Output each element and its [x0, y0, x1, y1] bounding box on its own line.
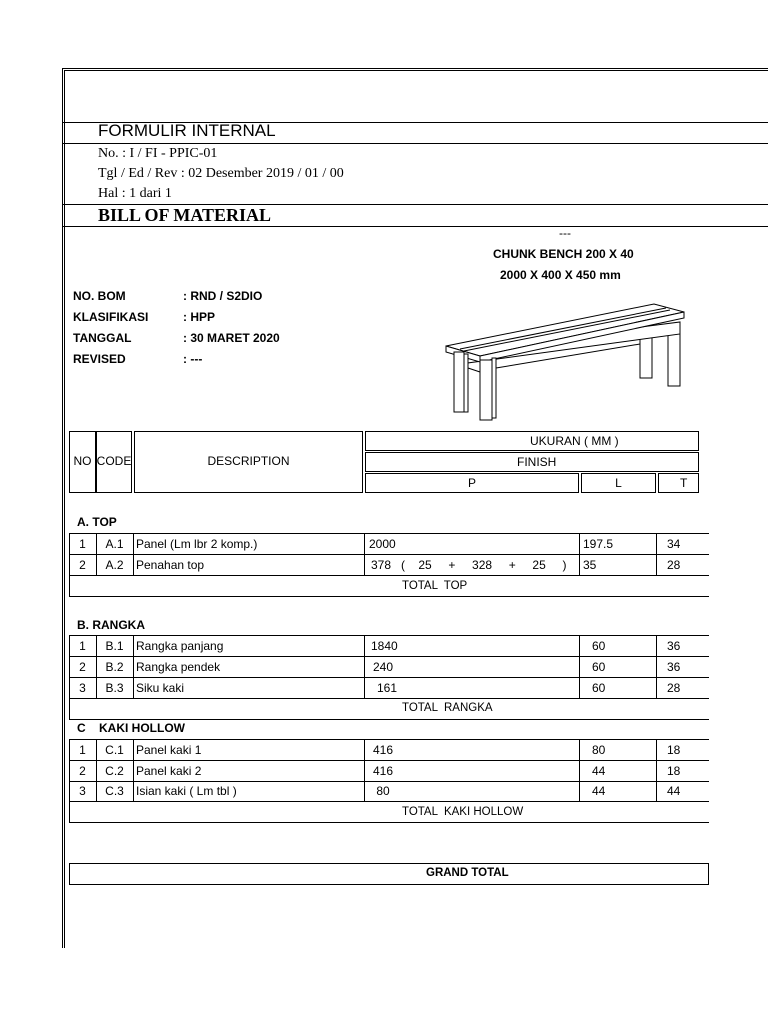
header-description: DESCRIPTION — [207, 454, 290, 468]
table-row-code: C.3 — [105, 784, 124, 798]
form-date-rev: Tgl / Ed / Rev : 02 Desember 2019 / 01 / 00 — [98, 166, 344, 181]
table-row-p: 240 — [373, 660, 394, 674]
section-title-rangka: B. RANGKA — [77, 618, 145, 632]
header-l: L — [615, 476, 622, 490]
info-label-tanggal: TANGGAL — [73, 331, 132, 345]
total-rangka: TOTAL RANGKA — [402, 702, 493, 714]
form-number: No. : I / FI - PPIC-01 — [98, 146, 218, 161]
table-row-desc: Panel (Lm lbr 2 komp.) — [136, 537, 258, 551]
grand-total-box — [69, 863, 709, 885]
header-finish: FINISH — [517, 455, 557, 469]
table-row-no: 1 — [79, 639, 86, 653]
table-row-p: 80 — [373, 784, 390, 798]
table-row-no: 2 — [79, 558, 86, 572]
table-row-p: 2000 — [369, 537, 396, 551]
table-row-no: 1 — [79, 537, 86, 551]
table-row-p: 416 — [373, 764, 394, 778]
table-row-desc: Rangka panjang — [136, 639, 224, 653]
header-p: P — [467, 476, 476, 490]
header-divider — [62, 143, 768, 144]
table-row-code: A.1 — [105, 537, 124, 551]
table-row-no: 2 — [79, 764, 86, 778]
table-row-code: C.1 — [105, 743, 124, 757]
table-row-code: B.3 — [105, 681, 124, 695]
table-row-t: 18 — [667, 743, 681, 757]
table-row-l: 35 — [583, 558, 597, 572]
table-row-t: 28 — [667, 681, 681, 695]
table-row-l: 44 — [592, 764, 606, 778]
product-name: CHUNK BENCH 200 X 40 — [493, 247, 634, 261]
table-row-l: 197.5 — [583, 537, 614, 551]
table-row-t: 18 — [667, 764, 681, 778]
info-label-revised: REVISED — [73, 352, 126, 366]
table-row-l: 60 — [592, 660, 606, 674]
table-row-l: 80 — [592, 743, 606, 757]
table-row-t: 44 — [667, 784, 681, 798]
table-row-desc: Siku kaki — [136, 681, 185, 695]
info-value-tanggal: : 30 MARET 2020 — [183, 331, 280, 345]
table-row-desc: Rangka pendek — [136, 660, 221, 674]
table-row-desc: Panel kaki 2 — [136, 764, 202, 778]
table-row-no: 1 — [79, 743, 86, 757]
table-row-no: 3 — [79, 681, 86, 695]
product-dashes: --- — [559, 226, 571, 240]
section-title-top: A. TOP — [77, 515, 117, 529]
info-value-no-bom: : RND / S2DIO — [183, 289, 263, 303]
table-row-t: 36 — [667, 639, 681, 653]
table-row-code: A.2 — [105, 558, 124, 572]
doc-title: BILL OF MATERIAL — [98, 205, 272, 225]
table-row-p: 416 — [373, 743, 394, 757]
header-no: NO — [73, 454, 92, 468]
header-t: T — [680, 476, 688, 490]
info-value-klasifikasi: : HPP — [183, 310, 216, 324]
table-row-p: 161 — [377, 681, 398, 695]
table-row-t: 34 — [667, 537, 681, 551]
table-row-code: B.1 — [105, 639, 124, 653]
table-row-no: 2 — [79, 660, 86, 674]
table-row-code: C.2 — [105, 764, 124, 778]
table-row-l: 44 — [592, 784, 606, 798]
header-cell-t — [658, 473, 699, 493]
total-kaki-hollow: TOTAL KAKI HOLLOW — [402, 806, 524, 818]
section-title-kaki-hollow: C KAKI HOLLOW — [77, 721, 185, 735]
grand-total: GRAND TOTAL — [426, 867, 509, 879]
info-label-klasifikasi: KLASIFIKASI — [73, 310, 149, 324]
table-row-no: 3 — [79, 784, 86, 798]
table-row-code: B.2 — [105, 660, 124, 674]
form-page: Hal : 1 dari 1 — [98, 186, 172, 201]
table-row-p: 1840 — [371, 639, 398, 653]
product-size: 2000 X 400 X 450 mm — [500, 268, 621, 282]
table-row-desc: Penahan top — [136, 558, 205, 572]
table-row-t: 36 — [667, 660, 681, 674]
table-row-desc: Panel kaki 1 — [136, 743, 202, 757]
table-row-l: 60 — [592, 639, 606, 653]
info-value-revised: : --- — [183, 352, 203, 366]
table-row-l: 60 — [592, 681, 606, 695]
total-top: TOTAL TOP — [402, 580, 468, 592]
table-row-p: 378 ( 25 + 328 + 25 ) — [371, 558, 567, 572]
table-row-t: 28 — [667, 558, 681, 572]
header-ukuran: UKURAN ( MM ) — [530, 434, 619, 448]
bench-drawing-icon — [440, 298, 690, 422]
info-label-no-bom: NO. BOM — [73, 289, 126, 303]
table-row-desc: Isian kaki ( Lm tbl ) — [136, 784, 237, 798]
form-title: FORMULIR INTERNAL — [98, 121, 276, 140]
header-code: CODE — [96, 454, 132, 468]
header-divider — [62, 226, 768, 227]
